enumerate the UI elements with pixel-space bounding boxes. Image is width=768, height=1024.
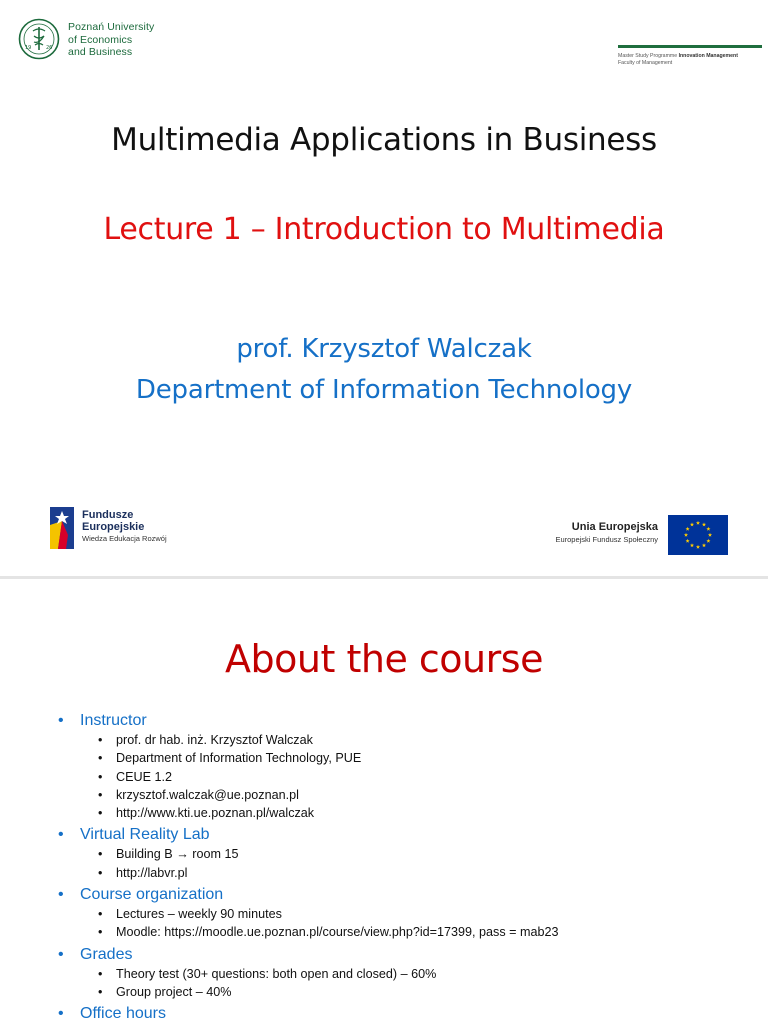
eu-logo-line-2: Europejski Fundusz Społeczny: [555, 535, 658, 544]
section-heading: Course organization: [80, 886, 224, 904]
seal-year-left: 19: [25, 45, 32, 51]
programme-label: [618, 53, 738, 67]
programme-faculty: Faculty of Management: [618, 60, 673, 66]
funds-logo-text: [82, 509, 167, 545]
bullet-icon: •: [58, 945, 64, 963]
bullet-icon: •: [98, 847, 103, 862]
slide-title: Multimedia Applications in Business: [111, 122, 657, 158]
list-item: [98, 786, 758, 804]
email-link[interactable]: krzysztof.walczak@ue.poznan.pl: [116, 787, 299, 802]
eu-flag-icon: [668, 515, 728, 555]
programme-accent-bar: [618, 45, 762, 48]
section-instructor: [58, 711, 758, 822]
list-item-text: Group project – 40%: [116, 984, 232, 999]
bullet-icon: •: [58, 826, 64, 844]
lecture-subtitle: Lecture 1 – Introduction to Multimedia: [103, 212, 665, 247]
homepage-link[interactable]: http://www.kti.ue.poznan.pl/walczak: [116, 806, 315, 821]
list-item: [98, 905, 758, 923]
eu-logo-line-1: Unia Europejska: [571, 521, 658, 533]
bullet-icon: •: [98, 806, 103, 821]
department-name: Department of Information Technology: [135, 375, 633, 405]
bullet-icon: •: [58, 886, 64, 904]
list-item: [98, 731, 758, 749]
list-item: [98, 749, 758, 767]
university-name: [68, 21, 154, 59]
list-item-text: Department of Information Technology, PUE: [116, 751, 362, 766]
list-item-text: prof. dr hab. inż. Krzysztof Walczak: [116, 733, 313, 747]
section-vr-lab: [58, 825, 758, 882]
course-info-list: [58, 711, 758, 1024]
list-item: [98, 965, 758, 983]
bullet-icon: •: [98, 984, 103, 999]
section-heading: Virtual Reality Lab: [80, 826, 210, 844]
university-name-line-3: and Business: [68, 46, 133, 58]
bullet-icon: •: [58, 712, 64, 729]
programme-name: Innovation Management: [678, 53, 738, 59]
section-course-organization: [58, 885, 758, 942]
list-item-text: Lectures – weekly 90 minutes: [116, 907, 282, 922]
eu-logo-text: [480, 521, 658, 545]
author-name: prof. Krzysztof Walczak: [236, 334, 532, 364]
list-item: [98, 768, 758, 786]
bullet-icon: •: [98, 865, 103, 880]
bullet-icon: •: [98, 907, 103, 922]
section-heading: Instructor: [80, 712, 147, 729]
bullet-icon: •: [98, 751, 103, 766]
funds-logo-line-3: Wiedza Edukacja Rozwój: [82, 534, 167, 543]
list-item: [98, 804, 758, 822]
funds-logo-line-1: Fundusze: [82, 509, 134, 521]
about-title: About the course: [225, 637, 543, 681]
bullet-icon: •: [98, 966, 103, 981]
list-item: [98, 864, 758, 882]
section-heading: Grades: [80, 945, 133, 963]
university-name-line-2: of Economics: [68, 33, 133, 46]
moodle-link[interactable]: Moodle: https://moodle.ue.poznan.pl/course/view.php?id=17399, pass = mab23: [116, 925, 559, 940]
bullet-icon: •: [98, 733, 103, 747]
university-seal-icon: [18, 18, 60, 60]
bullet-icon: •: [98, 925, 103, 940]
list-item-text: Theory test (30+ questions: both open and closed) – 60%: [116, 966, 437, 981]
funds-logo-line-2: Europejskie: [82, 521, 145, 533]
programme-label-text: Master Study Programme: [618, 53, 678, 59]
funds-logo-icon: [46, 505, 76, 551]
list-item: [98, 845, 758, 863]
section-office-hours: [58, 1004, 758, 1024]
bullet-icon: •: [98, 787, 103, 802]
about-slide: [0, 579, 768, 1024]
lab-link[interactable]: http://labvr.pl: [116, 865, 188, 880]
section-heading: Office hours: [80, 1005, 166, 1023]
bullet-icon: •: [98, 769, 103, 784]
list-item: [98, 983, 758, 1001]
list-item-text: Building B → room 15: [116, 847, 239, 862]
seal-year-right: 26: [46, 45, 53, 51]
university-name-line-1: Poznań University: [68, 21, 155, 33]
section-grades: [58, 945, 758, 1002]
list-item: [98, 923, 758, 941]
list-item-text: CEUE 1.2: [116, 769, 172, 784]
bullet-icon: •: [58, 1005, 64, 1023]
